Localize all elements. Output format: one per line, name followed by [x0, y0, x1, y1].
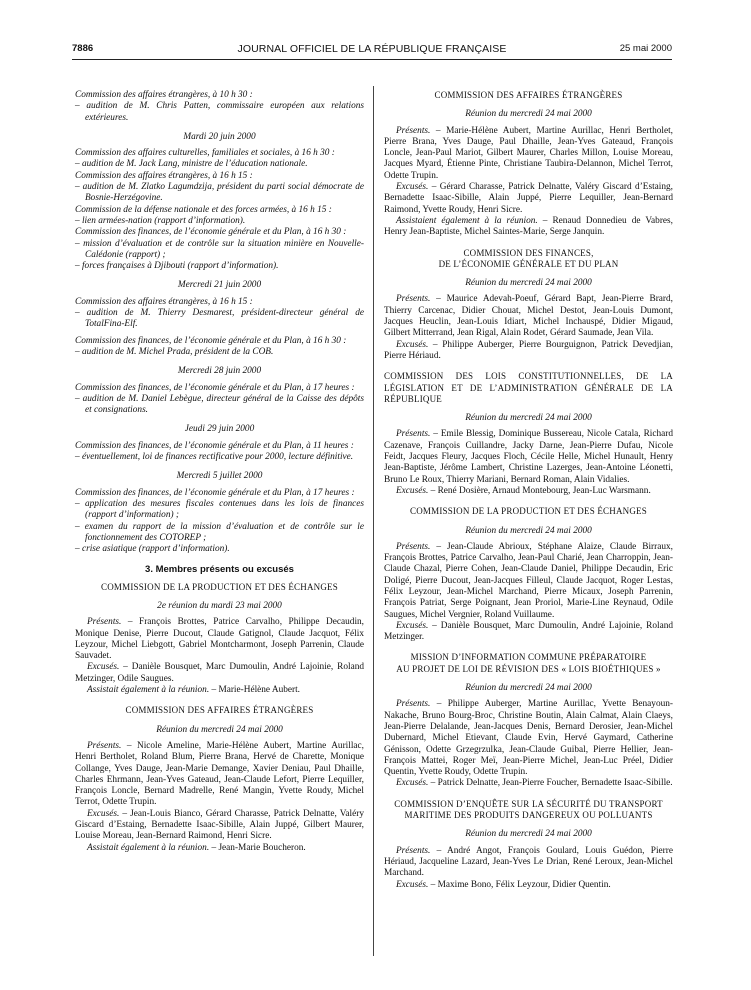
agenda-item: – forces françaises à Djibouti (rapport d’information).	[75, 261, 279, 272]
attendance-also: Assistait également à la réunion. – Jean-Marie Boucheron.	[87, 842, 306, 853]
attendance-present: Présents. – Philippe Auberger, Martine Aurillac, Yvette Benayoun-Nakache, Bruno Bourg-Broc, Christine Boutin, Alain Calmat, Alain Claeys, Jean-Pierre Delalande, Jean-Jacques Denis, Bernard Derosier, Jean-Michel Dubernard, Michel Etievant, Claude Evin, Hervé Gaymard, Catherine Génisson, Odette Grzegrzulka, Jean-Claude Guibal, Pierre Hellier, Jean-François Mattei, Roger Meï, Jean-Pierre Michel, Jean-Luc Préel, Didier Quentin, Yvette Roudy, Odette Trupin.	[384, 699, 673, 778]
attendance-excused: Excusés. – Danièle Bousquet, Marc Dumoulin, André Lajoinie, Roland Metzinger, Odile Saugues.	[75, 662, 364, 684]
committee-title: COMMISSION DES LOIS CONSTITUTIONNELLES, DE LA LÉGISLATION ET DE L’ADMINISTRATION GÉNÉRALE DE LA RÉPUBLIQUE	[384, 371, 673, 404]
agenda-title: Commission de la défense nationale et des forces armées, à 16 h 15 :	[75, 204, 332, 215]
header-rule	[72, 59, 672, 60]
right-column	[384, 90, 673, 891]
committee-title: MARITIME DES PRODUITS DANGEREUX OU POLLUANTS	[404, 810, 653, 821]
attendance-excused: Excusés. – Patrick Delnatte, Jean-Pierre Foucher, Bernadette Isaac-Sibille.	[396, 778, 673, 789]
attendance-present: Présents. – Nicole Ameline, Marie-Hélène Aubert, Martine Aurillac, Henri Bertholet, Roland Blum, Pierre Brana, Hervé de Charette, Monique Collange, Yves Dauge, Jean-Marie Demange, Xavier Deniau, Paul Dhaille, Charles Ehrmann, Jean-Yves Gateaud, Jean-Claude Lefort, Pierre Lequiller, François Loncle, Bernard Madrelle, René Mangin, Yvette Roudy, Michel Terrot, Odette Trupin.	[75, 740, 364, 808]
committee-title: AU PROJET DE LOI DE RÉVISION DES « LOIS BIOÉTHIQUES »	[396, 663, 661, 674]
agenda-item: – audition de M. Michel Prada, président de la COB.	[75, 346, 274, 357]
attendance-present: Présents. – François Brottes, Patrice Carvalho, Philippe Decaudin, Monique Denise, Pierre Ducout, Claude Gatignol, Claude Jacquot, Félix Leyzour, Michel Liebgott, Gabriel Montcharmont, Joseph Parrenin, Claude Sauvadet.	[75, 617, 364, 662]
attendance-excused: Excusés. – Gérard Charasse, Patrick Delnatte, Valéry Giscard d’Estaing, Bernadette Isaac-Sibille, Alain Juppé, Pierre Lequiller, Jean-Bernard Raimond, Yvette Roudy, Henri Sicre.	[384, 182, 673, 215]
agenda-item: – audition de M. Thierry Desmarest, président-directeur général de TotalFina-Elf.	[75, 308, 364, 330]
attendance-excused: Excusés. – Maxime Bono, Félix Leyzour, Didier Quentin.	[396, 879, 611, 890]
attendance-present: Présents. – Jean-Claude Abrioux, Stéphane Alaize, Claude Birraux, François Brottes, Patrice Carvalho, Jean-Paul Charié, Jean Charroppin, Jean-Claude Chazal, Pierre Cohen, Jean-Claude Daniel, Philippe Decaudin, Eric Doligé, Pierre Ducout, Jean-Jacques Filleul, Claude Jacquot, Roger Lestas, Félix Leyzour, Jean-Michel Marchand, Pierre Micaux, Joseph Parrenin, François Patriat, Serge Poignant, Jean Proriol, Marie-Line Reynaud, Odile Saugues, Michel Vergnier, Roland Vuillaume.	[384, 541, 673, 620]
agenda-item: – audition de M. Daniel Lebègue, directeur général de la Caisse des dépôts et consignations.	[75, 393, 364, 416]
issue-date: 25 mai 2000	[619, 43, 672, 54]
page-number: 7886	[72, 43, 94, 54]
committee-title: COMMISSION DES FINANCES,	[463, 247, 594, 258]
agenda-date: Mercredi 28 juin 2000	[177, 366, 262, 377]
agenda-title: Commission des finances, de l’économie générale et du Plan, à 16 h 30 :	[75, 335, 347, 346]
attendance-present: Présents. – André Angot, François Goulard, Louis Guédon, Pierre Hériaud, Jacqueline Lazard, Jean-Yves Le Drian, René Leroux, Jean-Michel Marchand.	[384, 845, 673, 879]
agenda-item: – audition de M. Zlatko Lagumdzija, président du parti social démocrate de Bosnie-Herzégovine.	[75, 182, 364, 204]
meeting-date: Réunion du mercredi 24 mai 2000	[465, 829, 592, 840]
committee-title: COMMISSION DE LA PRODUCTION ET DES ÉCHANGES	[410, 506, 647, 517]
committee-title: COMMISSION DE LA PRODUCTION ET DES ÉCHANGES	[101, 581, 338, 592]
agenda-title: Commission des finances, de l’économie générale et du Plan, à 11 heures :	[75, 440, 354, 451]
agenda-date: Mercredi 21 juin 2000	[177, 280, 262, 291]
attendance-also: Assistaient également à la réunion. – Renaud Donnedieu de Vabres, Henry Jean-Baptiste, Michel Saintes-Marie, Serge Janquin.	[384, 215, 673, 238]
agenda-date: Mardi 20 juin 2000	[183, 131, 256, 142]
committee-title: COMMISSION D’ENQUÊTE SUR LA SÉCURITÉ DU TRANSPORT	[394, 798, 663, 809]
attendance-excused: Excusés. – Philippe Auberger, Pierre Bourguignon, Patrick Devedjian, Pierre Hériaud.	[384, 339, 673, 361]
committee-title: MISSION D’INFORMATION COMMUNE PRÉPARATOIRE	[410, 652, 647, 663]
agenda-item: – lien armées-nation (rapport d’information).	[75, 215, 246, 226]
attendance-present: Présents. – Maurice Adevah-Poeuf, Gérard Bapt, Jean-Pierre Brard, Thierry Carcenac, Didier Chouat, Michel Destot, Jean-Louis Dumont, Jacques Heuclin, Jean-Louis Idiart, Michel Inchauspé, Didier Migaud, Gilbert Mitterrand, Jean Rigal, Alain Rodet, Gérard Saumade, Jean Vila.	[384, 294, 673, 339]
agenda-item: – examen du rapport de la mission d’évaluation et de contrôle sur le fonctionnement des COTOREP ;	[75, 521, 364, 543]
meeting-date: Réunion du mercredi 24 mai 2000	[465, 278, 592, 289]
left-column	[75, 90, 364, 854]
meeting-date: Réunion du mercredi 24 mai 2000	[156, 724, 283, 735]
agenda-item: – éventuellement, loi de finances rectificative pour 2000, lecture définitive.	[75, 452, 354, 463]
agenda-date: Mercredi 5 juillet 2000	[176, 471, 263, 482]
journal-title: JOURNAL OFFICIEL DE LA RÉPUBLIQUE FRANÇAISE	[237, 43, 507, 55]
agenda-title: Commission des affaires étrangères, à 16 h 15 :	[75, 296, 253, 307]
column-divider	[373, 86, 374, 956]
attendance-excused: Excusés. – René Dosière, Arnaud Montebourg, Jean-Luc Warsmann.	[396, 485, 651, 496]
meeting-date: Réunion du mercredi 24 mai 2000	[465, 109, 592, 120]
meeting-date: Réunion du mercredi 24 mai 2000	[465, 413, 592, 424]
attendance-excused: Excusés. – Jean-Louis Bianco, Gérard Charasse, Patrick Delnatte, Valéry Giscard d’Estaing, Bernadette Isaac-Sibille, Alain Juppé, Gilbert Maurer, Louise Moreau, Jean-Bernard Raimond, Henri Sicre.	[75, 808, 364, 842]
committee-title: COMMISSION DES AFFAIRES ÉTRANGÈRES	[125, 705, 314, 716]
section-heading: 3. Membres présents ou excusés	[145, 564, 294, 576]
agenda-item: – mission d’évaluation et de contrôle sur la situation minière en Nouvelle-Calédonie (rapport) ;	[75, 238, 364, 260]
agenda-title: Commission des affaires culturelles, familiales et sociales, à 16 h 30 :	[75, 148, 335, 159]
agenda-title: Commission des finances, de l’économie générale et du Plan, à 17 heures :	[75, 487, 355, 498]
attendance-also: Assistait également à la réunion. – Marie-Hélène Aubert.	[87, 685, 301, 696]
committee-title: DE L’ÉCONOMIE GÉNÉRALE ET DU PLAN	[438, 258, 619, 269]
attendance-present: Présents. – Emile Blessig, Dominique Bussereau, Nicole Catala, Richard Cazenave, François Cuillandre, Jacky Darne, Jean-Pierre Dufau, Nicole Feidt, Jacques Fleury, Jacques Floch, Cécile Helle, Michel Hunault, Henry Jean-Baptiste, Jérôme Lambert, Christine Lazerges, Jean-Antoine Léonetti, Bruno Le Roux, Thierry Mariani, Bernard Roman, Alain Vidalies.	[384, 429, 673, 485]
agenda-title: Commission des affaires étrangères, à 16 h 15 :	[75, 170, 253, 181]
agenda-title: Commission des finances, de l’économie générale et du Plan, à 17 heures :	[75, 382, 355, 393]
attendance-present: Présents. – Marie-Hélène Aubert, Martine Aurillac, Henri Bertholet, Pierre Brana, Yves Dauge, Paul Dhaille, Jean-Yves Gateaud, François Loncle, Jean-Paul Mariot, Gilbert Maurer, Charles Millon, Louise Moreau, Jacques Myard, Étienne Pinte, Christiane Taubira-Delannon, Michel Terrot, Odette Trupin.	[384, 125, 673, 181]
meeting-date: Réunion du mercredi 24 mai 2000	[465, 525, 592, 536]
agenda-title: Commission des finances, de l’économie générale et du Plan, à 16 h 30 :	[75, 227, 347, 238]
agenda-item: – audition de M. Chris Patten, commissaire européen aux relations extérieures.	[75, 101, 364, 123]
page-header	[72, 43, 672, 59]
agenda-date: Jeudi 29 juin 2000	[184, 424, 255, 435]
attendance-excused: Excusés. – Danièle Bousquet, Marc Dumoulin, André Lajoinie, Roland Metzinger.	[384, 620, 673, 643]
meeting-date: Réunion du mercredi 24 mai 2000	[465, 683, 592, 694]
agenda-title: Commission des affaires étrangères, à 10 h 30 :	[75, 90, 253, 100]
agenda-item: – application des mesures fiscales contenues dans les lois de finances (rapport d’information) ;	[75, 498, 364, 521]
committee-title: COMMISSION DES AFFAIRES ÉTRANGÈRES	[434, 90, 623, 100]
agenda-item: – crise asiatique (rapport d’information).	[75, 544, 230, 555]
agenda-item: – audition de M. Jack Lang, ministre de l’éducation nationale.	[75, 159, 308, 170]
meeting-date: 2e réunion du mardi 23 mai 2000	[157, 600, 282, 611]
